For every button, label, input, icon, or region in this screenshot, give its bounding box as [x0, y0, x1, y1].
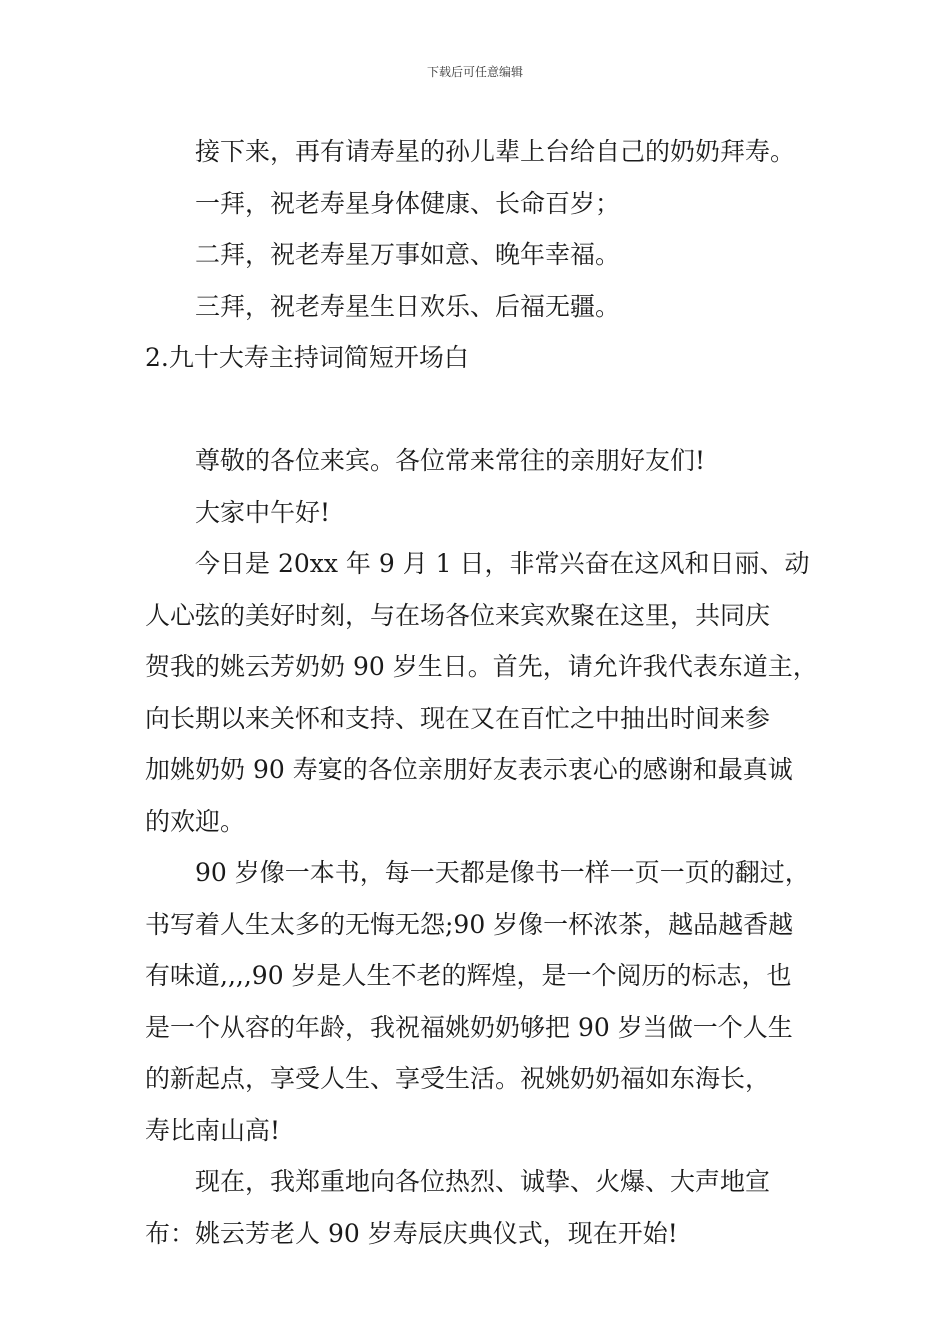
paragraph-line: 向长期以来关怀和支持、现在又在百忙之中抽出时间来参 — [145, 703, 771, 733]
page-header: 下载后可任意编辑 — [426, 65, 523, 79]
paragraph-line: 现在，我郑重地向各位热烈、诚挚、火爆、大声地宣 — [195, 1167, 771, 1196]
paragraph-line: 今日是 20xx 年 9 月 1 日，非常兴奋在这风和日丽、动 — [195, 549, 810, 578]
paragraph-line: 加姚奶奶 90 寿宴的各位亲朋好友表示衷心的感谢和最真诚 — [145, 755, 793, 784]
greeting-line: 大家中午好! — [195, 497, 331, 527]
paragraph-line: 是一个从容的年龄，我祝福姚奶奶够把 90 岁当做一个人生 — [145, 1012, 793, 1042]
paragraph-line: 书写着人生太多的无悔无怨;90 岁像一杯浓茶，越品越香越 — [145, 909, 794, 939]
paragraph-line: 90 岁像一本书，每一天都是像书一样一页一页的翻过， — [195, 858, 810, 887]
blank-line — [145, 384, 835, 436]
paragraph-line: 人心弦的美好时刻，与在场各位来宾欢聚在这里，共同庆 — [145, 600, 771, 630]
paragraph-line: 寿比南山高! — [145, 1115, 281, 1145]
paragraph-line: 的新起点，享受人生、享受生活。祝姚奶奶福如东海长， — [145, 1064, 771, 1093]
document-body — [145, 126, 835, 1259]
second-bow-line: 二拜，祝老寿星万事如意、晚年幸福。 — [195, 240, 621, 269]
intro-paragraph: 接下来，再有请寿星的孙儿辈上台给自己的奶奶拜寿。 — [195, 137, 796, 166]
section-heading: 2.九十大寿主持词简短开场白 — [145, 343, 469, 372]
first-bow-line: 一拜，祝老寿星身体健康、长命百岁； — [195, 188, 621, 218]
paragraph-line: 贺我的姚云芳奶奶 90 岁生日。首先，请允许我代表东道主， — [145, 652, 818, 681]
paragraph-line: 的欢迎。 — [145, 806, 246, 836]
third-bow-line: 三拜，祝老寿星生日欢乐、后福无疆。 — [195, 291, 621, 321]
paragraph-line: 有味道,,,,90 岁是人生不老的辉煌，是一个阅历的标志，也 — [145, 961, 792, 990]
paragraph-line: 布：姚云芳老人 90 岁寿辰庆典仪式，现在开始! — [145, 1218, 678, 1248]
greeting-line: 尊敬的各位来宾。各位常来常往的亲朋好友们! — [195, 446, 706, 475]
